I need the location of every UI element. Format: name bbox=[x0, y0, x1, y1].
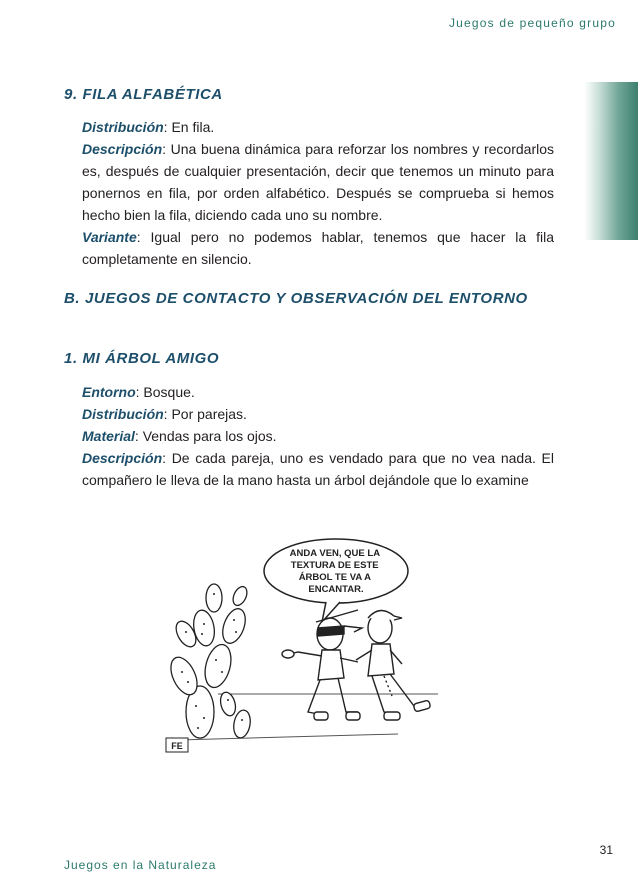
section-1-descripcion: Descripción: De cada pareja, uno es vendado para que no vea nada. El compañero le lleva de la mano hasta un árbol dejándole que lo examine bbox=[82, 450, 554, 488]
section-1-material: Material: Vendas para los ojos. bbox=[82, 428, 277, 444]
cactus-icon bbox=[166, 584, 253, 739]
section-9-title: 9. FILA ALFABÉTICA bbox=[64, 86, 223, 103]
speech-line-3: ÁRBOL TE VA A bbox=[298, 572, 371, 583]
cartoon-illustration bbox=[158, 536, 448, 766]
speech-line-4: ENCANTAR. bbox=[308, 584, 364, 595]
section-b-title: B. JUEGOS DE CONTACTO Y OBSERVACIÓN DEL ENTORNO bbox=[64, 290, 528, 307]
speech-line-2: TEXTURA DE ESTE bbox=[290, 560, 379, 571]
ground-line-front bbox=[178, 734, 398, 740]
section-9-body bbox=[82, 116, 554, 270]
blindfolded-person bbox=[282, 610, 362, 720]
page-number: 31 bbox=[599, 843, 613, 857]
guide-person bbox=[356, 610, 431, 720]
speech-line-1: ANDA VEN, QUE LA bbox=[289, 548, 380, 559]
section-9-descripcion: Descripción: Una buena dinámica para reforzar los nombres y recordarlos es, después de cualquier presentación, decir que tenemos un minuto para ponernos en fila, por orden alfabético. Después se comprueba si hemos hecho bien la fila, diciendo cada uno su nombre. bbox=[82, 141, 554, 223]
section-9-variante: Variante: Igual pero no podemos hablar, tenemos que hacer la fila completamente en silencio. bbox=[82, 229, 554, 267]
running-header: Juegos de pequeño grupo bbox=[448, 16, 616, 30]
section-1-entorno: Entorno: Bosque. bbox=[82, 384, 195, 400]
section-9-distribucion: Distribución: En fila. bbox=[82, 119, 215, 135]
signature-text: FE bbox=[171, 741, 183, 751]
side-tab-decoration bbox=[584, 82, 638, 240]
speech-bubble bbox=[264, 539, 408, 622]
running-footer: Juegos en la Naturaleza bbox=[64, 858, 217, 872]
section-1-distribucion: Distribución: Por parejas. bbox=[82, 406, 247, 422]
section-1-title: 1. MI ÁRBOL AMIGO bbox=[64, 350, 220, 367]
section-1-body bbox=[82, 381, 554, 491]
